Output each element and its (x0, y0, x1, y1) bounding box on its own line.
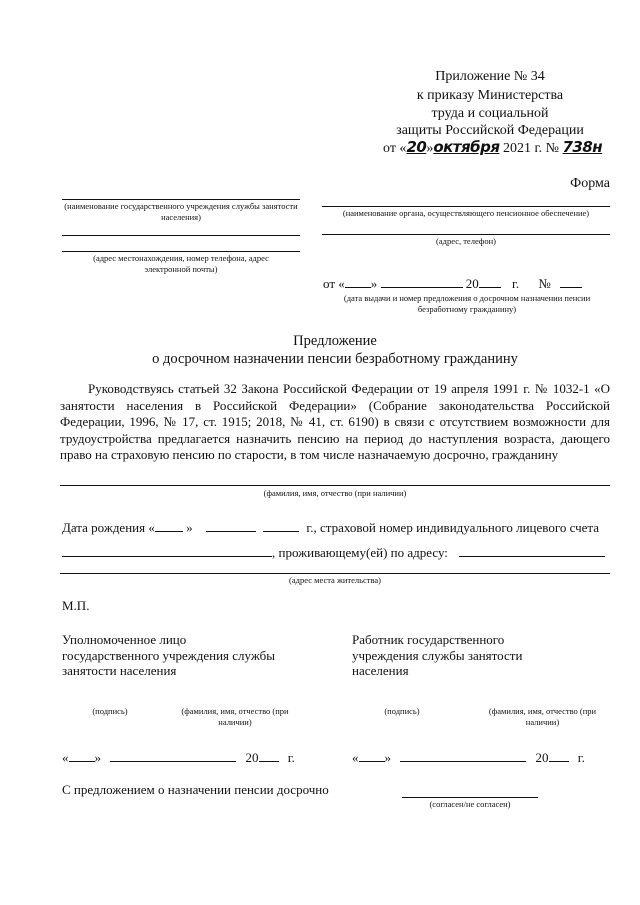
date-day: 20 (406, 138, 427, 156)
left-sign-caption: (подпись) (92, 706, 128, 716)
left-date-g: г. (287, 750, 295, 765)
issue-number-sign: № (538, 276, 551, 291)
residing-label: , проживающему(ей) по адресу: (272, 545, 448, 560)
body-paragraph: Руководствуясь статьей 32 Закона Российской Федерации от 19 апреля 1991 г. № 1032-1 «О занятости населения в Российской Федерации» (Собрание законодательства Российской Федерации, 1996, № 17, ст. 1915; 2018, № 41, ст. 6190) в связи с отсутствием возможности для трудоустройства предлагается назначить пенсию на период до наступления возраста, дающего право на страховую пенсию по старости, в том числе назначаемую досрочно, гражданину (60, 381, 610, 462)
issue-year: 20 (465, 276, 479, 291)
left-fio-caption: (фамилия, имя, отчество (при наличии) (181, 706, 289, 727)
pension-org-caption: (наименование органа, осуществляющего пенсионное обеспечение) (342, 208, 590, 218)
issue-year-suffix: г. (512, 276, 520, 291)
org-name-line-2 (62, 235, 300, 236)
right-signer-line2: учреждения службы занятости (352, 648, 523, 663)
document-title: Предложение (293, 333, 377, 349)
right-sign-caption: (подпись) (384, 706, 420, 716)
date-month: октября (433, 138, 500, 156)
left-signer-line3: занятости населения (62, 663, 177, 678)
org-address-line (62, 251, 300, 252)
left-date-year: 20 (245, 750, 259, 765)
left-sign-date (62, 750, 295, 766)
consent-line (402, 797, 538, 798)
residence-row (62, 545, 605, 561)
left-signer-line1: Уполномоченное лицо (62, 632, 187, 647)
snils-label: г., страховой номер индивидуального лицевого счета (306, 520, 600, 535)
right-signer-line3: населения (352, 663, 409, 678)
ministry-line: труда и социальной (431, 106, 549, 121)
residence-caption: (адрес места жительства) (289, 575, 381, 585)
date-mid: » (426, 141, 434, 156)
consent-caption: (согласен/не согласен) (429, 799, 511, 809)
order-line: к приказу Министерства (416, 88, 564, 103)
org-address-caption: (адрес местонахождения, номер телефона, адрес электронной почты) (93, 253, 269, 274)
birth-row (62, 520, 599, 536)
issue-date-row (323, 276, 582, 292)
pension-org-line (322, 206, 610, 207)
right-sign-date (352, 750, 585, 766)
fio-line (60, 485, 610, 486)
consent-text: С предложением о назначении пенсии досрочно (62, 782, 329, 797)
order-number: 738н (562, 138, 603, 156)
pension-address-line (322, 234, 610, 235)
birth-label: Дата рождения « (62, 520, 155, 535)
residence-line (60, 573, 610, 574)
right-date-year: 20 (535, 750, 549, 765)
order-date (383, 139, 623, 157)
birth-close: » (186, 520, 193, 535)
right-date-open: « (352, 750, 359, 765)
date-prefix: от « (383, 141, 407, 156)
right-fio-caption: (фамилия, имя, отчество (при наличии) (488, 706, 597, 727)
right-date-close: » (384, 750, 391, 765)
issue-caption: (дата выдачи и номер предложения о досрочном назначении пенсии безработному гражданину) (343, 293, 591, 314)
document-subtitle: о досрочном назначении пенсии безработному гражданину (152, 351, 518, 367)
ministry-line-2: защиты Российской Федерации (396, 123, 584, 138)
right-signer-line1: Работник государственного (352, 632, 505, 647)
form-label: Форма (570, 176, 610, 191)
org-name-caption: (наименование государственного учреждения службы занятости населения) (64, 201, 298, 222)
org-name-line (62, 199, 300, 200)
right-date-g: г. (577, 750, 585, 765)
stamp-place: М.П. (62, 598, 90, 613)
issue-date-open: от « (323, 276, 345, 291)
issue-date-close: » (370, 276, 378, 291)
left-signer-line2: государственного учреждения службы (62, 648, 276, 663)
date-year: 2021 г. № (502, 141, 559, 156)
fio-caption: (фамилия, имя, отчество (при наличии) (263, 488, 407, 498)
appendix-number: Приложение № 34 (435, 69, 545, 84)
left-date-open: « (62, 750, 69, 765)
left-date-close: » (94, 750, 101, 765)
pension-address-caption: (адрес, телефон) (436, 236, 496, 246)
